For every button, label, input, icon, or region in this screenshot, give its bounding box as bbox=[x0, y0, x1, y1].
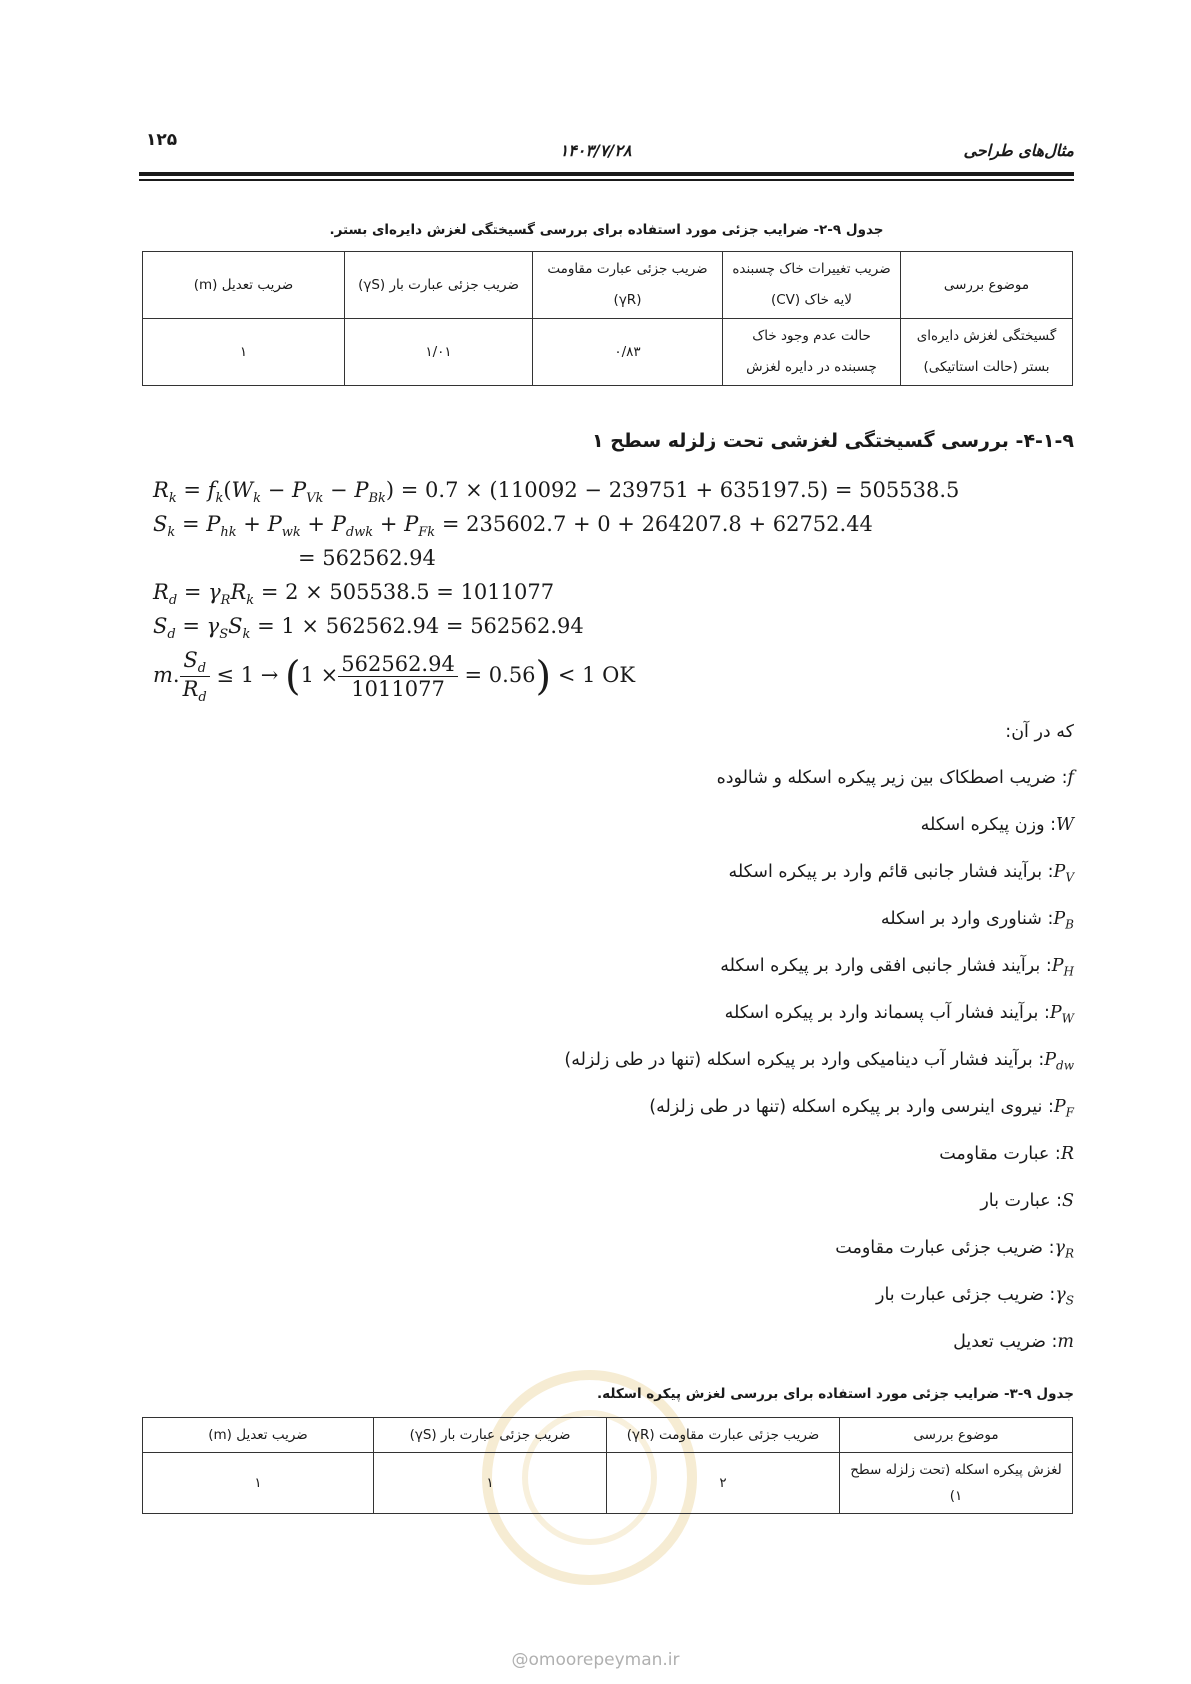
table2-cell: ۱ bbox=[143, 1453, 374, 1514]
table2-header-cell: ضریب تعدیل (m) bbox=[143, 1418, 374, 1453]
equation-rk: $R_k = f_k(W_k - P_{Vk} - P_{Bk}) = 0.7 \times (110092 - 239751 + 635197.5) = 505538.5$ bbox=[153, 478, 960, 507]
table1-header-cell: ضریب تغییرات خاک چسبنده لایه خاک (CV) bbox=[723, 252, 901, 319]
list-item: R: عبارت مقاومت bbox=[939, 1144, 1074, 1164]
header-rule-thick bbox=[139, 172, 1074, 176]
list-item: $\gamma_R$: ضریب جزئی عبارت مقاومت bbox=[835, 1238, 1074, 1261]
check-denominator: 1011077 bbox=[351, 677, 445, 702]
table1 bbox=[142, 251, 1073, 386]
table2-header-cell: موضوع بررسی bbox=[840, 1418, 1073, 1453]
equation-sk-values: = 235602.7 + 0 + 264207.8 + 62752.44 bbox=[441, 512, 873, 536]
table2-cell: ۱ bbox=[374, 1453, 607, 1514]
list-item: $\gamma_S$: ضریب جزئی عبارت بار bbox=[876, 1285, 1074, 1308]
table2-cell: لغزش پیکره اسکله (تحت زلزله سطح ۱) bbox=[840, 1453, 1073, 1514]
equation-sk-result: = 562562.94 bbox=[298, 546, 436, 570]
table-row bbox=[143, 319, 1073, 386]
table-row bbox=[143, 252, 1073, 319]
equation-check: m. $\frac{S_d}{R_d}$ ≤ 1 → (1 × $\frac{562562.94}{1011077}$ = 0.56) < 1 OK bbox=[153, 648, 636, 706]
table1-cell: حالت عدم وجود خاک چسبنده در دایره لغزش bbox=[723, 319, 901, 386]
table2-header-cell: ضریب جزئی عبارت مقاومت (γR) bbox=[607, 1418, 840, 1453]
header-date: ۱۴۰۳/۷/۲۸ bbox=[559, 141, 632, 160]
equation-rd-values: = 2 × 505538.5 = 1011077 bbox=[260, 580, 555, 604]
chapter-title: مثال‌های طراحی bbox=[963, 141, 1074, 160]
list-item: f: ضریب اصطکاک بین زیر پیکره اسکله و شالوده bbox=[716, 768, 1074, 788]
equation-rd: $R_d = \gamma_RR_k = 2 \times 505538.5 = 1011077$ bbox=[153, 580, 555, 609]
table1-header-cell: ضریب تعدیل (m) bbox=[143, 252, 345, 319]
equation-sd-values: = 1 × 562562.94 = 562562.94 bbox=[257, 614, 584, 638]
table1-cell: گسیختگی لغزش دایره‌ای بستر (حالت استاتیکی) bbox=[901, 319, 1073, 386]
check-verdict: < 1 OK bbox=[557, 663, 636, 688]
list-item: $P_F$: نیروی اینرسی وارد بر پیکره اسکله (تنها در طی زلزله) bbox=[649, 1097, 1074, 1120]
table1-caption: جدول ۹-۲- ضرایب جزئی مورد استفاده برای بررسی گسیختگی لغزش دایره‌ای بستر. bbox=[329, 222, 884, 238]
where-label: که در آن: bbox=[1005, 722, 1074, 742]
table1-cell: ۱/۰۱ bbox=[345, 319, 533, 386]
table1-cell: ۰/۸۳ bbox=[533, 319, 723, 386]
list-item: $P_{dw}$: برآیند فشار آب دینامیکی وارد بر پیکره اسکله (تنها در طی زلزله) bbox=[564, 1050, 1074, 1073]
list-item: W: وزن پیکره اسکله bbox=[920, 815, 1074, 835]
equation-sk: $S_k = P_{hk} + P_{wk} + P_{dwk} + P_{Fk} = 235602.7 + 0 + 264207.8 + 62752.44$ bbox=[153, 512, 873, 541]
check-result: = 0.56 bbox=[464, 663, 536, 688]
table1-header-cell: ضریب جزئی عبارت بار (γS) bbox=[345, 252, 533, 319]
table1-header-cell: موضوع بررسی bbox=[901, 252, 1073, 319]
section-title: ۴-۱-۹- بررسی گسیختگی لغزشی تحت زلزله سطح ۱ bbox=[592, 430, 1074, 452]
table-row bbox=[143, 1453, 1073, 1514]
table1-header-cell: ضریب جزئی عبارت مقاومت (γR) bbox=[533, 252, 723, 319]
watermark-text: @omoorepeyman.ir bbox=[511, 1650, 680, 1670]
header-rule-thin bbox=[139, 179, 1074, 181]
definitions-list bbox=[564, 768, 1074, 1379]
table2 bbox=[142, 1417, 1073, 1514]
table-row bbox=[143, 1418, 1073, 1453]
list-item: $P_H$: برآیند فشار جانبی افقی وارد بر پیکره اسکله bbox=[720, 956, 1074, 979]
list-item: $P_B$: شناوری وارد بر اسکله bbox=[880, 909, 1074, 932]
table1-cell: ۱ bbox=[143, 319, 345, 386]
list-item: m: ضریب تعدیل bbox=[953, 1332, 1074, 1352]
equation-rk-values: = 0.7 × (110092 − 239751 + 635197.5) = 505538.5 bbox=[400, 478, 960, 502]
page-number: ۱۲۵ bbox=[146, 130, 178, 150]
list-item: $P_V$: برآیند فشار جانبی قائم وارد بر پیکره اسکله bbox=[728, 862, 1074, 885]
check-numerator: 562562.94 bbox=[338, 652, 458, 677]
list-item: S: عبارت بار bbox=[980, 1191, 1074, 1211]
table2-header-cell: ضریب جزئی عبارت بار (γS) bbox=[374, 1418, 607, 1453]
list-item: $P_W$: برآیند فشار آب پسماند وارد بر پیکره اسکله bbox=[724, 1003, 1074, 1026]
table2-cell: ۲ bbox=[607, 1453, 840, 1514]
table2-caption: جدول ۹-۳- ضرایب جزئی مورد استفاده برای بررسی لغزش پیکره اسکله. bbox=[597, 1386, 1074, 1402]
equation-sd: $S_d = \gamma_SS_k = 1 \times 562562.94 = 562562.94$ bbox=[153, 614, 584, 643]
